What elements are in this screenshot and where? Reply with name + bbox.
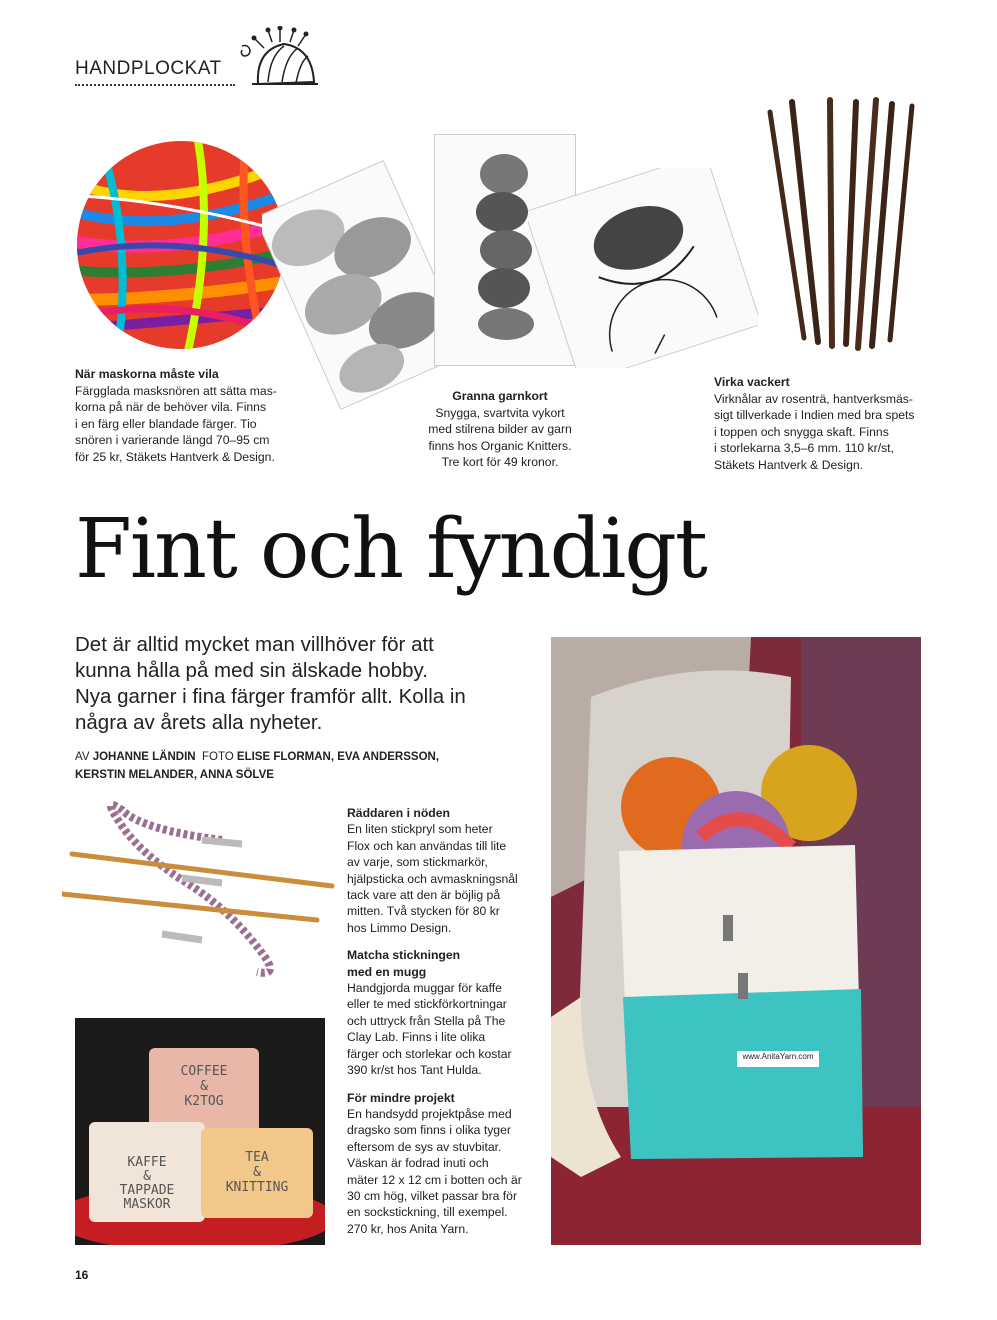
caption-line: snören i varierande längd 70–95 cm — [75, 433, 270, 448]
yarn-postcard-3 — [528, 168, 758, 368]
caption-yarn-cards — [400, 388, 600, 471]
caption-line: Färgglada masksnören att sätta mas- — [75, 383, 277, 398]
article-line: mitten. Två stycken för 80 kr — [347, 904, 500, 919]
project-bag-photo — [551, 637, 921, 1245]
mug-text-line: K2TOG — [184, 1094, 224, 1109]
mug-text-line: TAPPADE — [119, 1183, 175, 1198]
page-title: Fint och fyndigt — [75, 502, 706, 597]
page-number: 16 — [75, 1268, 89, 1282]
mug-text-line: & — [200, 1079, 208, 1094]
article-line: En liten stickpryl som heter — [347, 822, 493, 837]
caption-line: i en färg eller blandade färger. Tio — [75, 416, 257, 431]
article-heading: med en mugg — [347, 964, 427, 979]
caption-heading: Virka vackert — [714, 375, 790, 389]
caption-line: i storlekarna 3,5–6 mm. 110 kr/st, — [714, 441, 894, 456]
lead-paragraph — [75, 632, 535, 736]
caption-line: korna på när de behöver vila. Finns — [75, 400, 267, 415]
crochet-hooks-photo — [752, 94, 922, 356]
stitch-holder-cords-photo — [76, 140, 286, 350]
section-rule — [75, 84, 235, 86]
bag-brand-label: www.AnitaYarn.com — [742, 1052, 814, 1061]
lead-line: några av årets alla nyheter. — [75, 711, 323, 734]
article-line: mäter 12 x 12 cm i botten och är — [347, 1172, 522, 1187]
mug-text-line: KNITTING — [225, 1180, 289, 1195]
article-line: 390 kr/st hos Tant Hulda. — [347, 1063, 482, 1078]
caption-line: Virknålar av rosenträ, hantverksmäs- — [714, 391, 913, 406]
byline-photographers: KERSTIN MELANDER, ANNA SÖLVE — [75, 769, 274, 781]
pincushion-icon — [238, 26, 320, 88]
mug-tea-text — [201, 1150, 313, 1195]
article-line: en sockstickning, till exempel. — [347, 1205, 508, 1220]
article-gap — [347, 936, 542, 947]
article-line: färger och storlekar och kostar — [347, 1046, 512, 1061]
byline-photographers: ELISE FLORMAN, EVA ANDERSSON, — [236, 751, 440, 763]
mug-text-line: TEA — [245, 1150, 269, 1165]
caption-crochet-hooks — [714, 374, 944, 474]
mug-coffee-text — [149, 1064, 259, 1109]
mug-text-line: COFFEE — [180, 1064, 228, 1079]
article-line: Clay Lab. Finns i lite olika — [347, 1030, 486, 1045]
article-line: Väskan är fodrad inuti och — [347, 1156, 489, 1171]
product-articles — [347, 805, 542, 1237]
mug-text-line: KAFFE — [127, 1155, 167, 1170]
article-heading: Räddaren i nöden — [347, 806, 450, 820]
article-line: 30 cm hög, vilket passar bra för — [347, 1188, 518, 1203]
byline-foto-label: FOTO — [201, 751, 234, 763]
article-line: hos Limmo Design. — [347, 920, 452, 935]
article-line: dragsko som finns i olika tyger — [347, 1123, 511, 1138]
article-line: tack vare att den är böjlig på — [347, 888, 501, 903]
article-line: eller te med stickförkortningar — [347, 997, 507, 1012]
caption-line: sigt tillverkade i Indien med bra spets — [714, 408, 915, 423]
caption-line: finns hos Organic Knitters. — [428, 438, 572, 453]
caption-line: med stilrena bilder av garn — [428, 422, 572, 437]
article-line: Flox och kan användas till lite — [347, 838, 507, 853]
caption-line: Tre kort för 49 kronor. — [441, 455, 559, 470]
caption-heading: Granna garnkort — [452, 389, 548, 403]
article-line: och uttryck från Stella på The — [347, 1013, 506, 1028]
lead-line: Det är alltid mycket man villhöver för att — [75, 633, 434, 656]
article-line: eftersom de sys av stuvbitar. — [347, 1139, 502, 1154]
mug-text-line: & — [253, 1165, 261, 1180]
caption-line: Stäkets Hantverk & Design. — [714, 457, 864, 472]
article-gap — [347, 1079, 542, 1090]
article-line: hjälpsticka och avmaskningsnål — [347, 871, 518, 886]
section-label: HANDPLOCKAT — [75, 58, 222, 79]
caption-line: för 25 kr, Stäkets Hantverk & Design. — [75, 449, 275, 464]
byline-av-label: AV — [75, 751, 90, 763]
caption-line: Snygga, svartvita vykort — [435, 405, 565, 420]
article-line: En handsydd projektpåse med — [347, 1106, 512, 1121]
byline-author: JOHANNE LÄNDIN — [92, 751, 196, 763]
article-line: 270 kr, hos Anita Yarn. — [347, 1221, 469, 1236]
article-heading: Matcha stickningen — [347, 948, 461, 963]
lead-line: kunna hålla på med sin älskade hobby. — [75, 659, 428, 682]
mug-kaffe-text — [89, 1156, 205, 1212]
byline — [75, 748, 439, 784]
mug-text-line: MASKOR — [123, 1197, 171, 1212]
flox-needles-photo — [62, 800, 340, 982]
article-line: av varje, som stickmarkör, — [347, 855, 488, 870]
article-heading: För mindre projekt — [347, 1090, 455, 1105]
caption-stitch-holders — [75, 366, 305, 466]
lead-line: Nya garner i fina färger framför allt. Kolla in — [75, 685, 466, 708]
caption-heading: När maskorna måste vila — [75, 367, 219, 381]
article-line: Handgjorda muggar för kaffe — [347, 981, 502, 996]
caption-line: i toppen och snygga skaft. Finns — [714, 424, 889, 439]
mug-text-line: & — [143, 1169, 151, 1184]
